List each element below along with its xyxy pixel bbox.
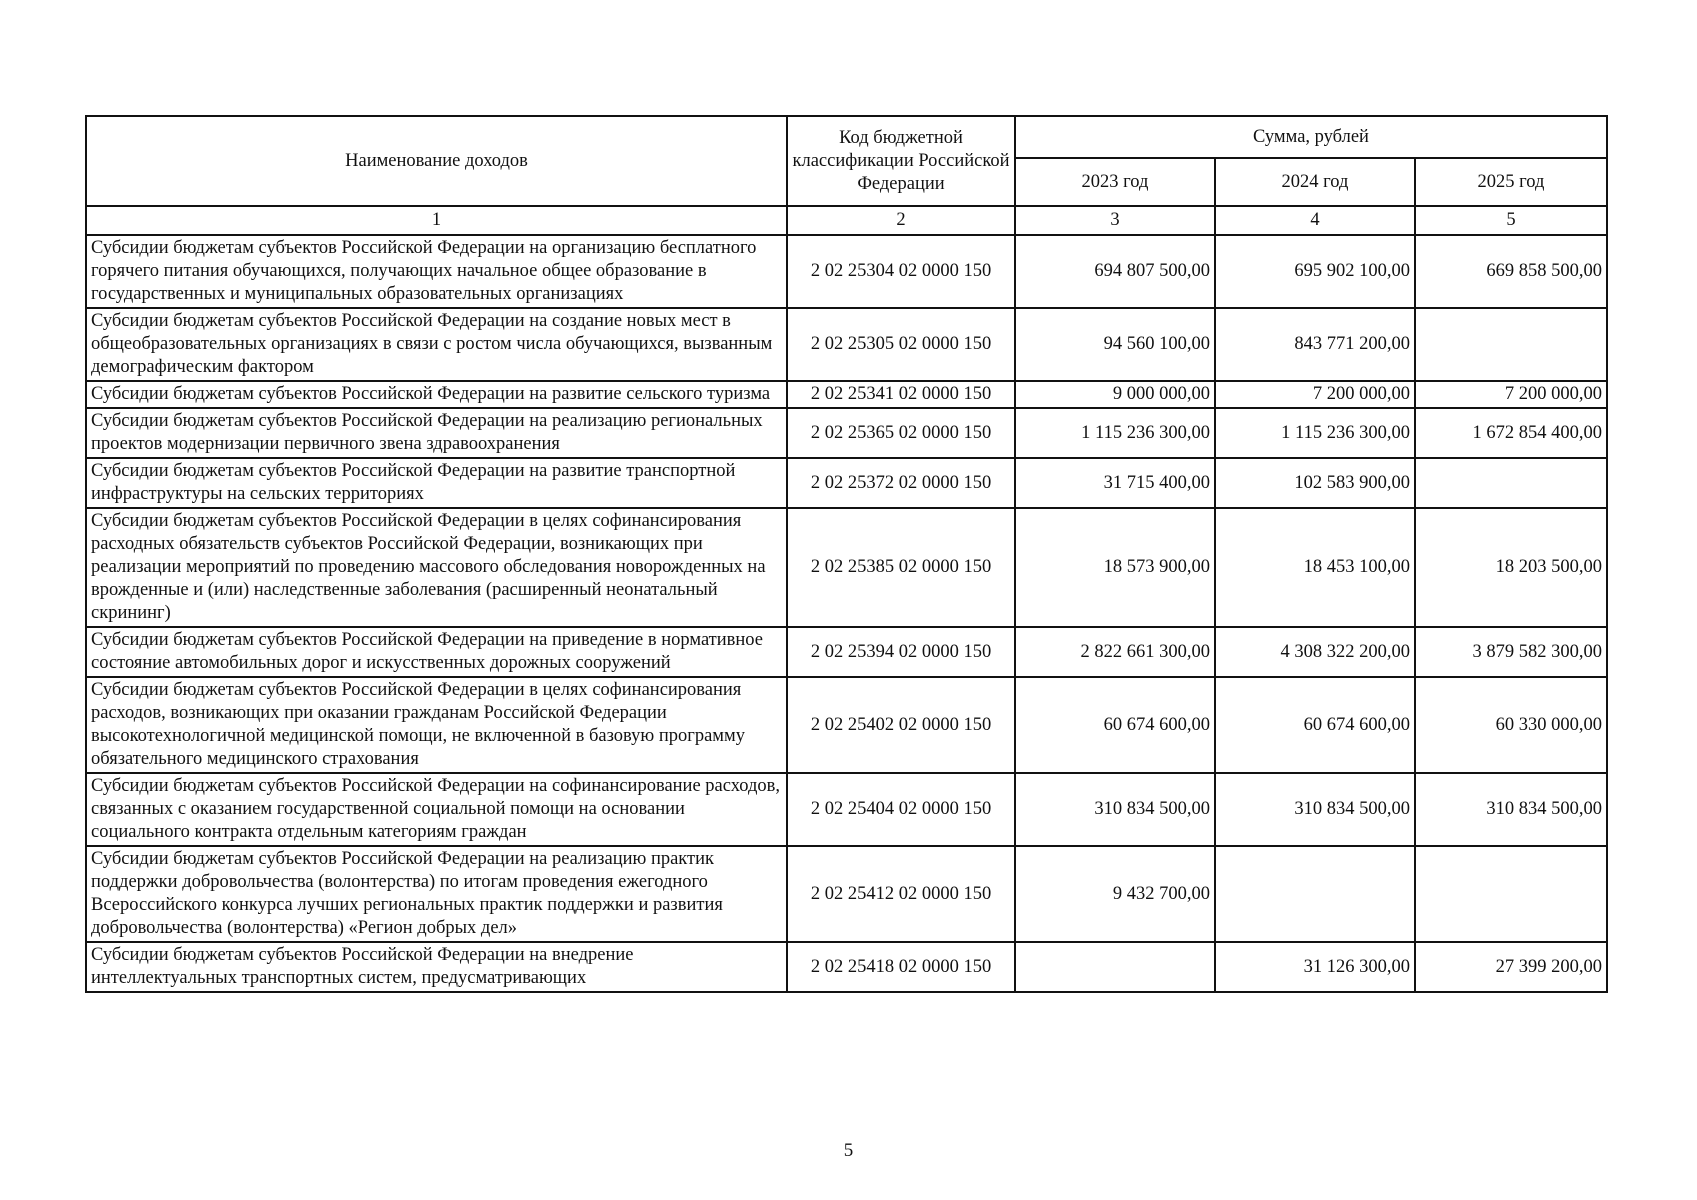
table-row	[86, 381, 1607, 408]
budget-code: 2 02 25412 02 0000 150	[787, 846, 1015, 942]
budget-code: 2 02 25418 02 0000 150	[787, 942, 1015, 992]
column-number: 1	[86, 206, 787, 235]
amount-2023: 2 822 661 300,00	[1015, 627, 1215, 677]
amount-2025: 669 858 500,00	[1415, 235, 1607, 308]
amount-2023: 31 715 400,00	[1015, 458, 1215, 508]
table-row	[86, 235, 1607, 308]
income-name: Субсидии бюджетам субъектов Российской Федерации в целях софинансирования расходных обязательств субъектов Российской Федерации, возникающих при реализации мероприятий по проведению массового обследования новорожденных на врожденные и (или) наследственные заболевания (расширенный неонатальный скрининг)	[86, 508, 787, 627]
amount-2023: 18 573 900,00	[1015, 508, 1215, 627]
amount-2023: 9 000 000,00	[1015, 381, 1215, 408]
amount-2025: 18 203 500,00	[1415, 508, 1607, 627]
column-number: 5	[1415, 206, 1607, 235]
table-row	[86, 773, 1607, 846]
table-row	[86, 308, 1607, 381]
amount-2023: 1 115 236 300,00	[1015, 408, 1215, 458]
table-row	[86, 458, 1607, 508]
budget-code: 2 02 25341 02 0000 150	[787, 381, 1015, 408]
amount-2023: 694 807 500,00	[1015, 235, 1215, 308]
budget-code: 2 02 25402 02 0000 150	[787, 677, 1015, 773]
amount-2025	[1415, 308, 1607, 381]
column-number-row	[86, 206, 1607, 235]
budget-code: 2 02 25404 02 0000 150	[787, 773, 1015, 846]
table-row	[86, 627, 1607, 677]
income-name: Субсидии бюджетам субъектов Российской Федерации на организацию бесплатного горячего питания обучающихся, получающих начальное общее образование в государственных и муниципальных образовательных организациях	[86, 235, 787, 308]
header-year-2023: 2023 год	[1015, 158, 1215, 206]
amount-2023: 60 674 600,00	[1015, 677, 1215, 773]
amount-2023: 94 560 100,00	[1015, 308, 1215, 381]
amount-2024: 1 115 236 300,00	[1215, 408, 1415, 458]
amount-2025: 60 330 000,00	[1415, 677, 1607, 773]
income-name: Субсидии бюджетам субъектов Российской Федерации на внедрение интеллектуальных транспортных систем, предусматривающих	[86, 942, 787, 992]
amount-2024: 7 200 000,00	[1215, 381, 1415, 408]
amount-2024: 310 834 500,00	[1215, 773, 1415, 846]
income-name: Субсидии бюджетам субъектов Российской Федерации на реализацию практик поддержки добровольчества (волонтерства) по итогам проведения ежегодного Всероссийского конкурса лучших региональных практик поддержки и развития добровольчества (волонтерства) «Регион добрых дел»	[86, 846, 787, 942]
amount-2025	[1415, 846, 1607, 942]
amount-2025: 3 879 582 300,00	[1415, 627, 1607, 677]
header-income-name: Наименование доходов	[86, 116, 787, 206]
budget-code: 2 02 25385 02 0000 150	[787, 508, 1015, 627]
amount-2023: 9 432 700,00	[1015, 846, 1215, 942]
amount-2023	[1015, 942, 1215, 992]
amount-2023: 310 834 500,00	[1015, 773, 1215, 846]
amount-2025: 1 672 854 400,00	[1415, 408, 1607, 458]
income-name: Субсидии бюджетам субъектов Российской Федерации на создание новых мест в общеобразовательных организациях в связи с ростом числа обучающихся, вызванным демографическим фактором	[86, 308, 787, 381]
amount-2025: 27 399 200,00	[1415, 942, 1607, 992]
income-name: Субсидии бюджетам субъектов Российской Федерации в целях софинансирования расходов, возникающих при оказании гражданам Российской Федерации высокотехнологичной медицинской помощи, не включенной в базовую программу обязательного медицинского страхования	[86, 677, 787, 773]
column-number: 4	[1215, 206, 1415, 235]
amount-2025: 7 200 000,00	[1415, 381, 1607, 408]
page-number: 5	[843, 1140, 854, 1161]
revenue-table	[85, 115, 1608, 993]
budget-code: 2 02 25305 02 0000 150	[787, 308, 1015, 381]
header-sum: Сумма, рублей	[1015, 116, 1607, 158]
income-name: Субсидии бюджетам субъектов Российской Федерации на развитие сельского туризма	[86, 381, 787, 408]
income-name: Субсидии бюджетам субъектов Российской Федерации на приведение в нормативное состояние автомобильных дорог и искусственных дорожных сооружений	[86, 627, 787, 677]
income-name: Субсидии бюджетам субъектов Российской Федерации на софинансирование расходов, связанных с оказанием государственной социальной помощи на основании социального контракта отдельным категориям граждан	[86, 773, 787, 846]
table-row	[86, 508, 1607, 627]
amount-2025	[1415, 458, 1607, 508]
budget-code: 2 02 25372 02 0000 150	[787, 458, 1015, 508]
income-name: Субсидии бюджетам субъектов Российской Федерации на развитие транспортной инфраструктуры на сельских территориях	[86, 458, 787, 508]
column-number: 2	[787, 206, 1015, 235]
budget-code: 2 02 25304 02 0000 150	[787, 235, 1015, 308]
header-year-2024: 2024 год	[1215, 158, 1415, 206]
header-budget-code: Код бюджетной классификации Российской Федерации	[787, 116, 1015, 206]
amount-2024: 843 771 200,00	[1215, 308, 1415, 381]
amount-2024: 31 126 300,00	[1215, 942, 1415, 992]
amount-2024: 102 583 900,00	[1215, 458, 1415, 508]
table-row	[86, 846, 1607, 942]
amount-2024: 4 308 322 200,00	[1215, 627, 1415, 677]
amount-2024: 18 453 100,00	[1215, 508, 1415, 627]
income-name: Субсидии бюджетам субъектов Российской Федерации на реализацию региональных проектов модернизации первичного звена здравоохранения	[86, 408, 787, 458]
table-row	[86, 408, 1607, 458]
amount-2025: 310 834 500,00	[1415, 773, 1607, 846]
amount-2024: 60 674 600,00	[1215, 677, 1415, 773]
amount-2024	[1215, 846, 1415, 942]
column-number: 3	[1015, 206, 1215, 235]
table-row	[86, 677, 1607, 773]
header-year-2025: 2025 год	[1415, 158, 1607, 206]
budget-code: 2 02 25394 02 0000 150	[787, 627, 1015, 677]
amount-2024: 695 902 100,00	[1215, 235, 1415, 308]
table-row	[86, 942, 1607, 992]
budget-code: 2 02 25365 02 0000 150	[787, 408, 1015, 458]
